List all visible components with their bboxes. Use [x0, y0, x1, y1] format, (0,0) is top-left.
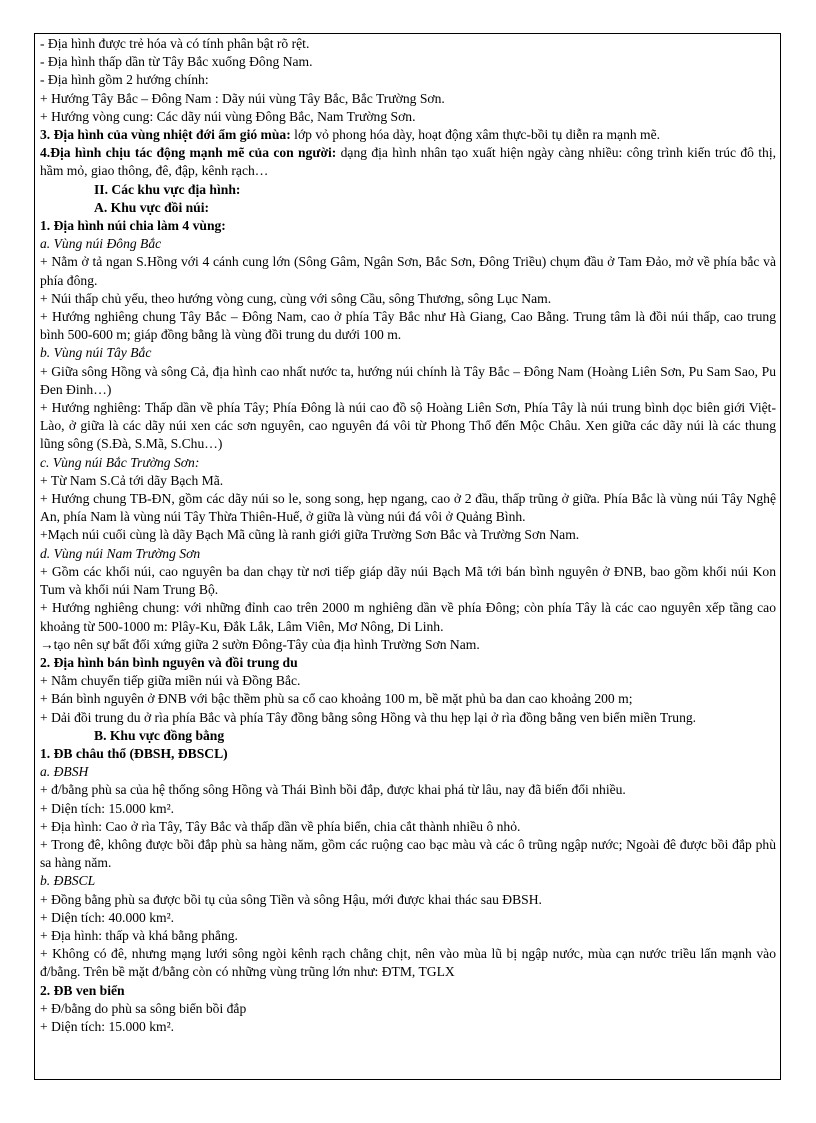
subsection-heading: 1. Địa hình núi chia làm 4 vùng:: [40, 218, 226, 234]
text-line: + Trong đê, không được bồi đắp phù sa hàng năm, gồm các ruộng cao bạc màu và các ô trũng ngập nước; Ngoài đê được bồi đắp phù sa hàng năm.: [40, 836, 776, 871]
text-line: + Diện tích: 15.000 km².: [40, 800, 175, 816]
region-heading: a. ĐBSH: [40, 764, 89, 780]
text-line: + Hướng chung TB-ĐN, gồm các dãy núi so le, song song, hẹp ngang, cao ở 2 đầu, thấp trũng ở giữa. Phía Bắc là vùng núi Tây Nghệ An, phía Nam là vùng núi Tây Thừa Thiên-Huế, ở giữa là vùng núi đá vôi ở Quảng Bình.: [40, 491, 776, 525]
region-heading: c. Vùng núi Bắc Trường Sơn:: [40, 454, 200, 470]
text-line: + Hướng nghiêng chung: với những đỉnh cao trên 2000 m nghiêng dần về phía Đông; còn phía Tây là các cao nguyên xếp tầng cao khoảng từ 500-1000 m: Plây-Ku, Đắk Lắk, Lâm Viên, Mơ Nông, Di Linh.: [40, 600, 776, 634]
subsection-heading: 2. ĐB ven biển: [40, 982, 125, 998]
text-line: + Địa hình: Cao ở rìa Tây, Tây Bắc và thấp dần về phía biển, chia cắt thành nhiều ô nhỏ.: [40, 818, 521, 834]
paragraph-body: lớp vỏ phong hóa dày, hoạt động xâm thực-bồi tụ diễn ra mạnh mẽ.: [290, 127, 661, 143]
text-line: + Đ/bằng do phù sa sông biển bồi đắp: [40, 1000, 247, 1016]
text-line: + Địa hình: thấp và khá bằng phẳng.: [40, 927, 238, 943]
text-line: + Giữa sông Hồng và sông Cả, địa hình cao nhất nước ta, hướng núi chính là Tây Bắc – Đông Nam (Hoàng Liên Sơn, Pu Sam Sao, Pu Đen Đinh…): [40, 363, 776, 397]
text-line: + Gồm các khối núi, cao nguyên ba dan chạy từ nơi tiếp giáp dãy núi Bạch Mã tới bán bình nguyên ở ĐNB, bao gồm khối núi Kon Tum và khối núi Nam Trung Bộ.: [40, 563, 776, 598]
text-line: + Đồng bằng phù sa được bồi tụ của sông Tiền và sông Hậu, mới được khai thác sau ĐBSH.: [40, 891, 542, 907]
region-heading: a. Vùng núi Đông Bắc: [40, 236, 162, 252]
paragraph: [40, 144, 776, 180]
text-line: + Diện tích: 15.000 km².: [40, 1018, 175, 1034]
text-line: + Từ Nam S.Cả tới dãy Bạch Mã.: [40, 472, 224, 488]
text-line: + Diện tích: 40.000 km².: [40, 909, 175, 925]
text-line: - Địa hình gồm 2 hướng chính:: [40, 72, 209, 88]
section-heading: A. Khu vực đồi núi:: [94, 199, 210, 215]
section-heading: B. Khu vực đồng bằng: [94, 727, 225, 743]
section-heading: II. Các khu vực địa hình:: [94, 181, 241, 197]
text-line: + Dải đồi trung du ở rìa phía Bắc và phía Tây đồng bằng sông Hồng và thu hẹp lại ở rìa đồng bằng ven biển miền Trung.: [40, 709, 697, 725]
text-line: + đ/bằng phù sa của hệ thống sông Hồng và Thái Bình bồi đắp, được khai phá từ lâu, nay đã biến đổi nhiều.: [40, 782, 626, 798]
region-heading: b. ĐBSCL: [40, 873, 96, 889]
paragraph-lead: 3. Địa hình của vùng nhiệt đới ẩm gió mùa:: [40, 127, 291, 143]
document-frame: [34, 33, 781, 1080]
text-line: +Mạch núi cuối cùng là dãy Bạch Mã cũng là ranh giới giữa Trường Sơn Bắc và Trường Sơn Nam.: [40, 527, 580, 543]
text-line: - Địa hình được trẻ hóa và có tính phân bật rõ rệt.: [40, 36, 310, 51]
text-line: + Bán bình nguyên ở ĐNB với bậc thềm phù sa cổ cao khoảng 100 m, bề mặt phủ ba dan cao khoảng 200 m;: [40, 691, 633, 707]
subsection-heading: 2. Địa hình bán bình nguyên và đồi trung du: [40, 654, 298, 670]
subsection-heading: 1. ĐB châu thổ (ĐBSH, ĐBSCL): [40, 745, 228, 761]
paragraph-lead: 4.Địa hình chịu tác động mạnh mẽ của con người:: [40, 145, 337, 161]
text-line: + Núi thấp chủ yếu, theo hướng vòng cung, cùng với sông Cầu, sông Thương, sông Lục Nam.: [40, 290, 552, 306]
paragraph-body: dạng địa hình nhân tạo xuất hiện ngày càng nhiều: công trình kiến trúc đô thị, hầm mỏ, giao thông, đê, đập, kênh rạch…: [40, 145, 776, 179]
text-line: + Hướng nghiêng: Thấp dần về phía Tây; Phía Đông là núi cao đồ sộ Hoàng Liên Sơn, Phía Tây là núi trung bình dọc biên giới Việt-Lào, ở giữa là các dãy núi xen các sơn nguyên, cao nguyên đá vôi từ Phong Thổ đến Mộc Châu. Xen giữa các dãy núi là các thung lũng sông (S.Đà, S.Mã, S.Chu…): [40, 400, 776, 452]
region-heading: d. Vùng núi Nam Trường Sơn: [40, 545, 201, 561]
text-line: →tạo nên sự bất đối xứng giữa 2 sườn Đông-Tây của địa hình Trường Sơn Nam.: [40, 636, 480, 652]
text-line: + Hướng Tây Bắc – Đông Nam : Dãy núi vùng Tây Bắc, Bắc Trường Sơn.: [40, 90, 445, 106]
text-line: + Hướng vòng cung: Các dãy núi vùng Đông Bắc, Nam Trường Sơn.: [40, 108, 416, 124]
text-line: + Không có đê, nhưng mạng lưới sông ngòi kênh rạch chằng chịt, nên vào mùa lũ bị ngập nước, mùa cạn nước triều lấn mạnh vào đ/bằng. Trên bề mặt đ/bằng còn có những vùng trũng lớn như: ĐTM, TGLX: [40, 946, 776, 980]
paragraph: [40, 126, 776, 144]
text-line: + Nằm chuyển tiếp giữa miền núi và Đồng Bắc.: [40, 673, 301, 689]
region-heading: b. Vùng núi Tây Bắc: [40, 345, 152, 361]
text-line: + Nằm ở tả ngan S.Hồng với 4 cánh cung lớn (Sông Gâm, Ngân Sơn, Bắc Sơn, Đông Triều) chụm đầu ở Tam Đảo, mở về phía bắc và phía đông.: [40, 254, 776, 288]
text-line: + Hướng nghiêng chung Tây Bắc – Đông Nam, cao ở phía Tây Bắc như Hà Giang, Cao Bằng. Trung tâm là đồi núi thấp, cao trung bình 500-600 m; giáp đồng bằng là vùng đồi trung du dưới 100 m.: [40, 309, 776, 343]
text-line: - Địa hình thấp dần từ Tây Bắc xuống Đông Nam.: [40, 54, 313, 70]
